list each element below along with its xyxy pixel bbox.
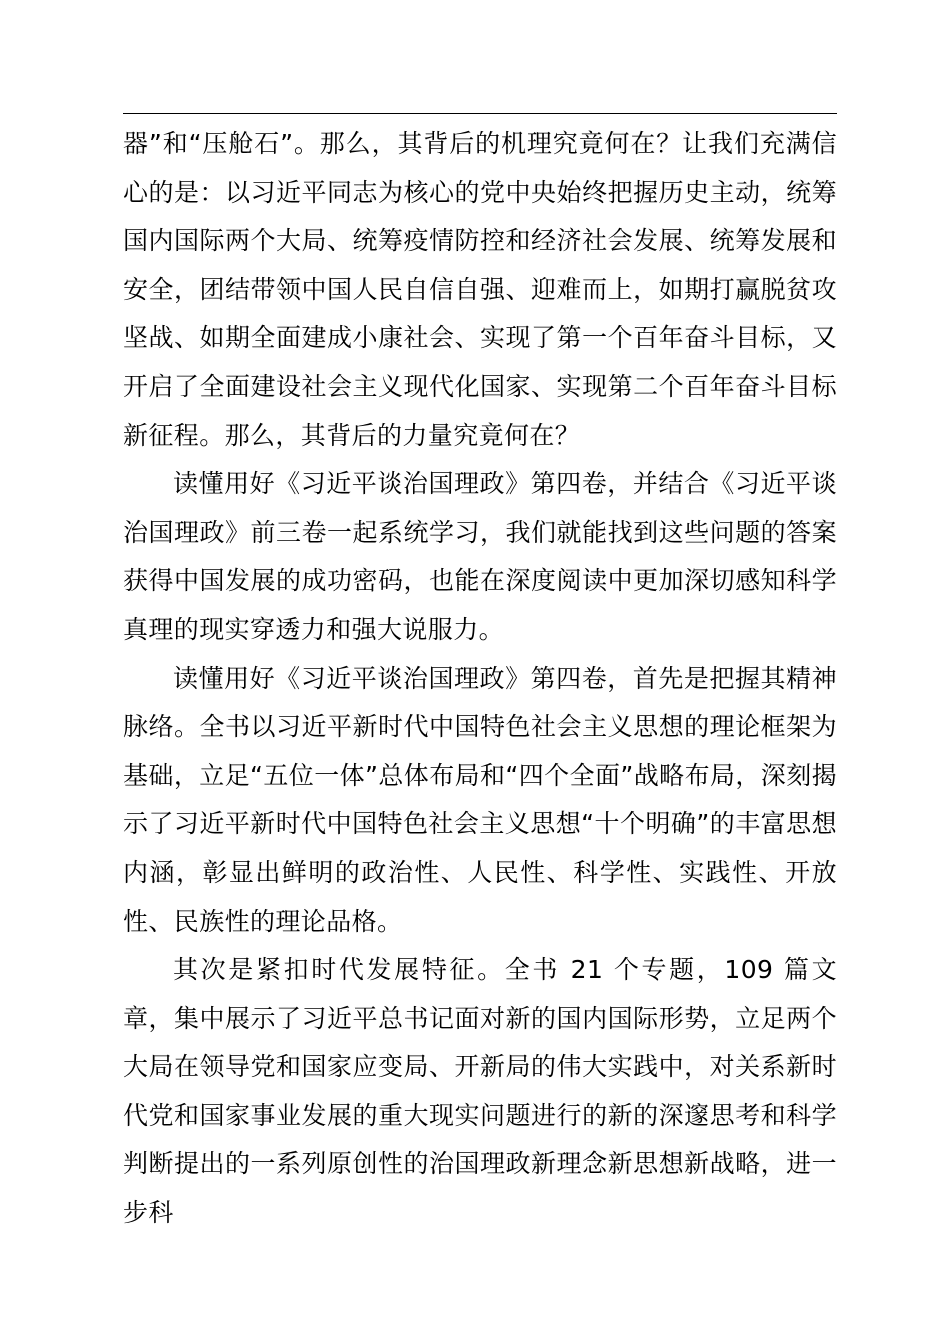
header-rule bbox=[123, 113, 837, 114]
paragraph-4: 其次是紧扣时代发展特征。全书 21 个专题，109 篇文章，集中展示了习近平总书记面对新的国内国际形势，立足两个大局在领导党和国家应变局、开新局的伟大实践中，对关系新时代党和国家事业发展的重大现实问题进行的新的深邃思考和科学判断提出的一系列原创性的治国理政新理念新思想新战略，进一步科 bbox=[123, 955, 837, 1228]
paragraph-3: 读懂用好《习近平谈治国理政》第四卷，首先是把握其精神脉络。全书以习近平新时代中国特色社会主义思想的理论框架为基础，立足“五位一体”总体布局和“四个全面”战略布局，深刻揭示了习近平新时代中国特色社会主义思想“十个明确”的丰富思想内涵，彰显出鲜明的政治性、人民性、科学性、实践性、开放性、民族性的理论品格。 bbox=[123, 663, 837, 936]
paragraph-2: 读懂用好《习近平谈治国理政》第四卷，并结合《习近平谈治国理政》前三卷一起系统学习，我们就能找到这些问题的答案获得中国发展的成功密码，也能在深度阅读中更加深切感知科学真理的现实穿透力和强大说服力。 bbox=[123, 469, 837, 644]
paragraph-1: 器”和“压舱石”。那么，其背后的机理究竟何在？让我们充满信心的是：以习近平同志为核心的党中央始终把握历史主动，统筹国内国际两个大局、统筹疫情防控和经济社会发展、统筹发展和安全，团结带领中国人民自信自强、迎难而上，如期打赢脱贫攻坚战、如期全面建成小康社会、实现了第一个百年奋斗目标，又开启了全面建设社会主义现代化国家、实现第二个百年奋斗目标新征程。那么，其背后的力量究竟何在？ bbox=[123, 129, 837, 450]
document-body bbox=[123, 120, 837, 1238]
